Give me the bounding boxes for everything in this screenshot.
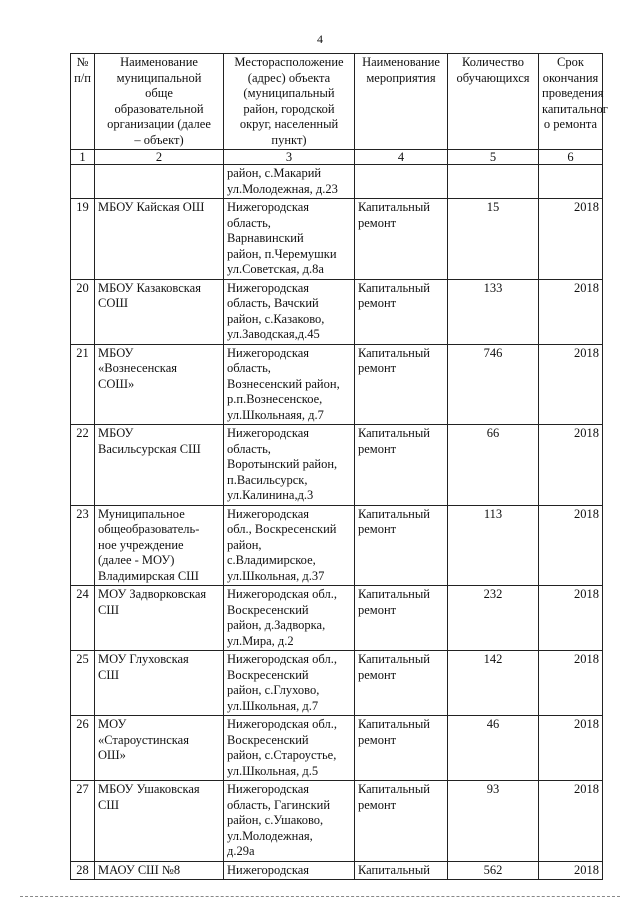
cell-text-line: район, с.Макарий — [227, 166, 322, 180]
activity-name — [355, 165, 448, 199]
cell-text-line: Воротынский район, — [227, 457, 338, 471]
cell-text-line: ремонт — [358, 667, 397, 682]
students-count — [448, 651, 539, 716]
cell-text-line: Капитальный — [358, 345, 430, 360]
cell-text-line: Срок — [557, 55, 584, 69]
cell-text-line: 22 — [76, 426, 89, 440]
organization-address — [224, 425, 355, 506]
cell-text-line: Наименование — [120, 55, 198, 69]
header-organization — [95, 54, 224, 150]
organization-address — [224, 861, 355, 880]
cell-text-line: капитальног — [542, 101, 608, 116]
cell-text-line: ремонт — [358, 602, 397, 617]
cell-text-line: 66 — [486, 426, 500, 440]
cell-text-line: Капитальный — [358, 200, 430, 214]
activity-name — [355, 199, 448, 280]
table-row — [71, 165, 603, 199]
cell-text-line: Капитальный — [358, 652, 430, 666]
row-number — [71, 586, 95, 651]
students-count — [448, 861, 539, 880]
cell-text-line: п/п — [74, 70, 91, 85]
cell-text-line: СОШ — [98, 296, 128, 310]
cell-text-line: 2018 — [574, 200, 599, 214]
cell-text-line: 2018 — [574, 345, 599, 360]
cell-text-line: СОШ» — [98, 376, 135, 391]
cell-text-line: МБОУ — [98, 426, 134, 440]
organization-address — [224, 344, 355, 425]
cell-text-line: МОУ Задворковская — [98, 587, 207, 601]
cell-text-line: ное учреждение — [98, 537, 184, 552]
cell-text-line: ул.Заводская,д.45 — [227, 327, 320, 341]
table-row — [71, 861, 603, 880]
cell-text-line: – объект) — [134, 132, 184, 147]
cell-text-line: 746 — [483, 345, 503, 360]
cell-text-line: пункт) — [271, 132, 307, 147]
organization-name — [95, 199, 224, 280]
organization-name — [95, 716, 224, 781]
cell-text-line: о ремонта — [543, 117, 598, 131]
cell-text-line: область, Гагинский — [227, 797, 331, 812]
cell-text-line: Васильсурская СШ — [98, 441, 201, 456]
cell-text-line: № — [76, 55, 89, 69]
cell-text-line: «Вознесенская — [98, 361, 177, 375]
row-number — [71, 651, 95, 716]
table-row — [71, 199, 603, 280]
completion-year — [539, 279, 603, 344]
organization-address — [224, 165, 355, 199]
students-count — [448, 165, 539, 199]
column-index-row — [71, 150, 603, 165]
cell-text-line: Количество — [462, 55, 524, 69]
completion-year — [539, 716, 603, 781]
completion-year — [539, 425, 603, 506]
cell-text-line: ул.Школьная, д.7 — [227, 698, 319, 713]
table-row — [71, 344, 603, 425]
cell-text-line: 93 — [486, 782, 500, 796]
completion-year — [539, 505, 603, 586]
cell-text-line: ул.Советская, д.8а — [227, 262, 324, 276]
cell-text-line: Капитальный — [358, 782, 430, 796]
cell-text-line: Капитальный — [358, 506, 430, 521]
cell-text-line: 19 — [76, 200, 89, 214]
cell-text-line: Нижегородская — [227, 862, 310, 877]
cell-text-line: 2018 — [574, 782, 599, 796]
cell-text-line: 25 — [76, 652, 89, 666]
cell-text-line: (далее - МОУ) — [98, 553, 175, 567]
activity-name — [355, 586, 448, 651]
cell-text-line: ремонт — [358, 215, 397, 230]
completion-year — [539, 165, 603, 199]
cell-text-line: ОШ» — [98, 748, 126, 762]
column-index: 1 — [71, 150, 95, 165]
cell-text-line: Месторасположение — [234, 55, 344, 69]
organization-name — [95, 861, 224, 880]
organization-name — [95, 781, 224, 862]
cell-text-line: 142 — [483, 652, 503, 666]
students-count — [448, 279, 539, 344]
table-row — [71, 716, 603, 781]
cell-text-line: 2018 — [574, 426, 599, 440]
cell-text-line: обл., Воскресенский — [227, 522, 337, 536]
students-count — [448, 586, 539, 651]
cell-text-line: ул.Мира, д.2 — [227, 633, 294, 648]
cell-text-line: 21 — [76, 345, 89, 360]
cell-text-line: МБОУ Казаковская — [98, 280, 201, 295]
cell-text-line: МОУ Глуховская — [98, 652, 189, 666]
cell-text-line: Наименование — [362, 55, 440, 69]
cell-text-line: ремонт — [358, 732, 397, 747]
row-number — [71, 425, 95, 506]
row-number — [71, 716, 95, 781]
cell-text-line: ул.Школьная, д.37 — [227, 568, 325, 583]
cell-text-line: ремонт — [358, 296, 397, 310]
cell-text-line: (адрес) объекта — [247, 70, 331, 85]
schools-repair-table — [70, 53, 608, 880]
organization-address — [224, 781, 355, 862]
cell-text-line: район, с.Ушаково, — [227, 813, 324, 827]
cell-text-line: р.п.Вознесенское, — [227, 392, 323, 406]
cell-text-line: Воскресенский — [227, 667, 309, 682]
cell-text-line: МАОУ СШ №8 — [98, 862, 181, 877]
cell-text-line: образовательной — [114, 101, 204, 116]
table-row — [71, 505, 603, 586]
cell-text-line: д.29а — [227, 844, 255, 858]
organization-name — [95, 165, 224, 199]
students-count — [448, 425, 539, 506]
cell-text-line: общеобразователь- — [98, 522, 200, 536]
activity-name — [355, 344, 448, 425]
column-index: 4 — [355, 150, 448, 165]
completion-year — [539, 651, 603, 716]
cell-text-line: 2018 — [574, 280, 599, 295]
cell-text-line: Нижегородская — [227, 280, 310, 295]
students-count — [448, 505, 539, 586]
row-number — [71, 344, 95, 425]
cell-text-line: 27 — [76, 782, 89, 796]
activity-name — [355, 716, 448, 781]
cell-text-line: муниципальной — [116, 70, 202, 85]
students-count — [448, 199, 539, 280]
cell-text-line: Капитальный — [358, 587, 430, 601]
cell-text-line: МБОУ Ушаковская — [98, 782, 200, 796]
organization-name — [95, 279, 224, 344]
cell-text-line: Нижегородская — [227, 200, 310, 214]
cell-text-line: 26 — [76, 717, 89, 731]
organization-name — [95, 651, 224, 716]
cell-text-line: район, с.Казаково, — [227, 311, 325, 326]
cell-text-line: проведения — [542, 86, 604, 100]
activity-name — [355, 651, 448, 716]
cell-text-line: ремонт — [358, 522, 397, 536]
table-body — [71, 165, 603, 880]
cell-text-line: ремонт — [358, 361, 397, 375]
cell-text-line: мероприятия — [366, 70, 436, 85]
cell-text-line: окончания — [542, 70, 599, 85]
table-row — [71, 651, 603, 716]
students-count — [448, 781, 539, 862]
cell-text-line: область, — [227, 361, 271, 375]
row-number — [71, 165, 95, 199]
cell-text-line: Нижегородская — [227, 506, 310, 521]
activity-name — [355, 425, 448, 506]
organization-name — [95, 505, 224, 586]
cell-text-line: Воскресенский — [227, 732, 309, 747]
cell-text-line: Нижегородская — [227, 345, 310, 360]
cell-text-line: 20 — [76, 280, 89, 295]
cell-text-line: 15 — [486, 200, 500, 214]
cell-text-line: «Староустинская — [98, 732, 189, 747]
organization-name — [95, 344, 224, 425]
column-index: 6 — [539, 150, 603, 165]
table-row — [71, 425, 603, 506]
completion-year — [539, 861, 603, 880]
cell-text-line: 2018 — [574, 652, 599, 666]
header-number — [71, 54, 95, 150]
cell-text-line: Нижегородская обл., — [227, 587, 337, 601]
organization-address — [224, 586, 355, 651]
completion-year — [539, 586, 603, 651]
row-number — [71, 861, 95, 880]
cell-text-line: район, п.Черемушки — [227, 246, 337, 261]
cell-text-line: Капитальный — [358, 280, 430, 295]
cell-text-line: область, — [227, 215, 271, 230]
cell-text-line: обще — [145, 86, 173, 100]
header-location — [224, 54, 355, 150]
cell-text-line: 2018 — [574, 717, 599, 731]
completion-year — [539, 344, 603, 425]
cell-text-line: 2018 — [574, 587, 599, 601]
cell-text-line: 23 — [76, 506, 89, 521]
organization-address — [224, 505, 355, 586]
cell-text-line: Воскресенский — [227, 602, 309, 617]
organization-name — [95, 425, 224, 506]
cell-text-line: обучающихся — [456, 70, 530, 85]
cell-text-line: округ, населенный — [239, 117, 339, 131]
row-number — [71, 279, 95, 344]
cell-text-line: Владимирская СШ — [98, 568, 199, 583]
students-count — [448, 344, 539, 425]
cell-text-line: СШ — [98, 797, 119, 812]
cell-text-line: 24 — [76, 587, 89, 601]
cell-text-line: Капитальный — [358, 426, 430, 440]
cell-text-line: район, — [227, 537, 262, 552]
cell-text-line: Капитальный — [358, 862, 430, 877]
organization-address — [224, 199, 355, 280]
organization-name — [95, 586, 224, 651]
cell-text-line: с.Владимирское, — [227, 553, 316, 567]
row-number — [71, 505, 95, 586]
students-count — [448, 716, 539, 781]
table-row — [71, 586, 603, 651]
cell-text-line: МОУ — [98, 717, 127, 731]
activity-name — [355, 861, 448, 880]
cell-text-line: ул.Молодежная, д.23 — [227, 181, 338, 196]
page-number: 4 — [317, 32, 323, 46]
cell-text-line: Нижегородская — [227, 782, 310, 796]
table-row — [71, 781, 603, 862]
organization-address — [224, 279, 355, 344]
scan-edge-line — [20, 896, 620, 897]
cell-text-line: МБОУ — [98, 345, 134, 360]
column-index: 5 — [448, 150, 539, 165]
activity-name — [355, 505, 448, 586]
column-index: 3 — [224, 150, 355, 165]
row-number — [71, 199, 95, 280]
cell-text-line: 2018 — [574, 862, 599, 877]
cell-text-line: СШ — [98, 602, 119, 617]
cell-text-line: район, д.Задворка, — [227, 618, 326, 632]
cell-text-line: 232 — [483, 587, 503, 601]
cell-text-line: ул.Школьнаяя, д.7 — [227, 407, 324, 422]
cell-text-line: 562 — [483, 862, 503, 877]
row-number — [71, 781, 95, 862]
organization-address — [224, 651, 355, 716]
cell-text-line: (муниципальный — [243, 86, 335, 100]
cell-text-line: область, Вачский — [227, 296, 319, 310]
table-header-row — [71, 54, 603, 150]
column-index: 2 — [95, 150, 224, 165]
cell-text-line: Капитальный — [358, 717, 430, 731]
completion-year — [539, 199, 603, 280]
cell-text-line: район, с.Староустье, — [227, 748, 337, 762]
cell-text-line: 113 — [483, 506, 503, 521]
cell-text-line: 133 — [483, 280, 503, 295]
cell-text-line: Нижегородская обл., — [227, 717, 337, 731]
completion-year — [539, 781, 603, 862]
cell-text-line: ул.Молодежная, — [227, 828, 313, 843]
header-students-count — [448, 54, 539, 150]
activity-name — [355, 279, 448, 344]
cell-text-line: ул.Школьная, д.5 — [227, 763, 319, 778]
cell-text-line: Нижегородская обл., — [227, 652, 337, 666]
cell-text-line: 46 — [486, 717, 500, 731]
cell-text-line: п.Васильсурск, — [227, 472, 308, 487]
cell-text-line: организации (далее — [107, 117, 211, 131]
cell-text-line: Вознесенский район, — [227, 376, 340, 391]
cell-text-line: область, — [227, 441, 271, 456]
header-completion-year — [539, 54, 608, 150]
cell-text-line: Нижегородская — [227, 426, 310, 440]
cell-text-line: ремонт — [358, 441, 397, 456]
cell-text-line: Варнавинский — [227, 231, 304, 245]
header-activity — [355, 54, 448, 150]
cell-text-line: 28 — [76, 862, 89, 877]
organization-address — [224, 716, 355, 781]
cell-text-line: ул.Калинина,д.3 — [227, 488, 314, 502]
activity-name — [355, 781, 448, 862]
cell-text-line: район, с.Глухово, — [227, 683, 320, 697]
cell-text-line: ремонт — [358, 797, 397, 812]
cell-text-line: СШ — [98, 667, 119, 682]
cell-text-line: МБОУ Кайская ОШ — [98, 200, 205, 214]
cell-text-line: Муниципальное — [98, 506, 185, 521]
table-row — [71, 279, 603, 344]
cell-text-line: 2018 — [574, 506, 599, 521]
cell-text-line: район, городской — [243, 101, 335, 116]
